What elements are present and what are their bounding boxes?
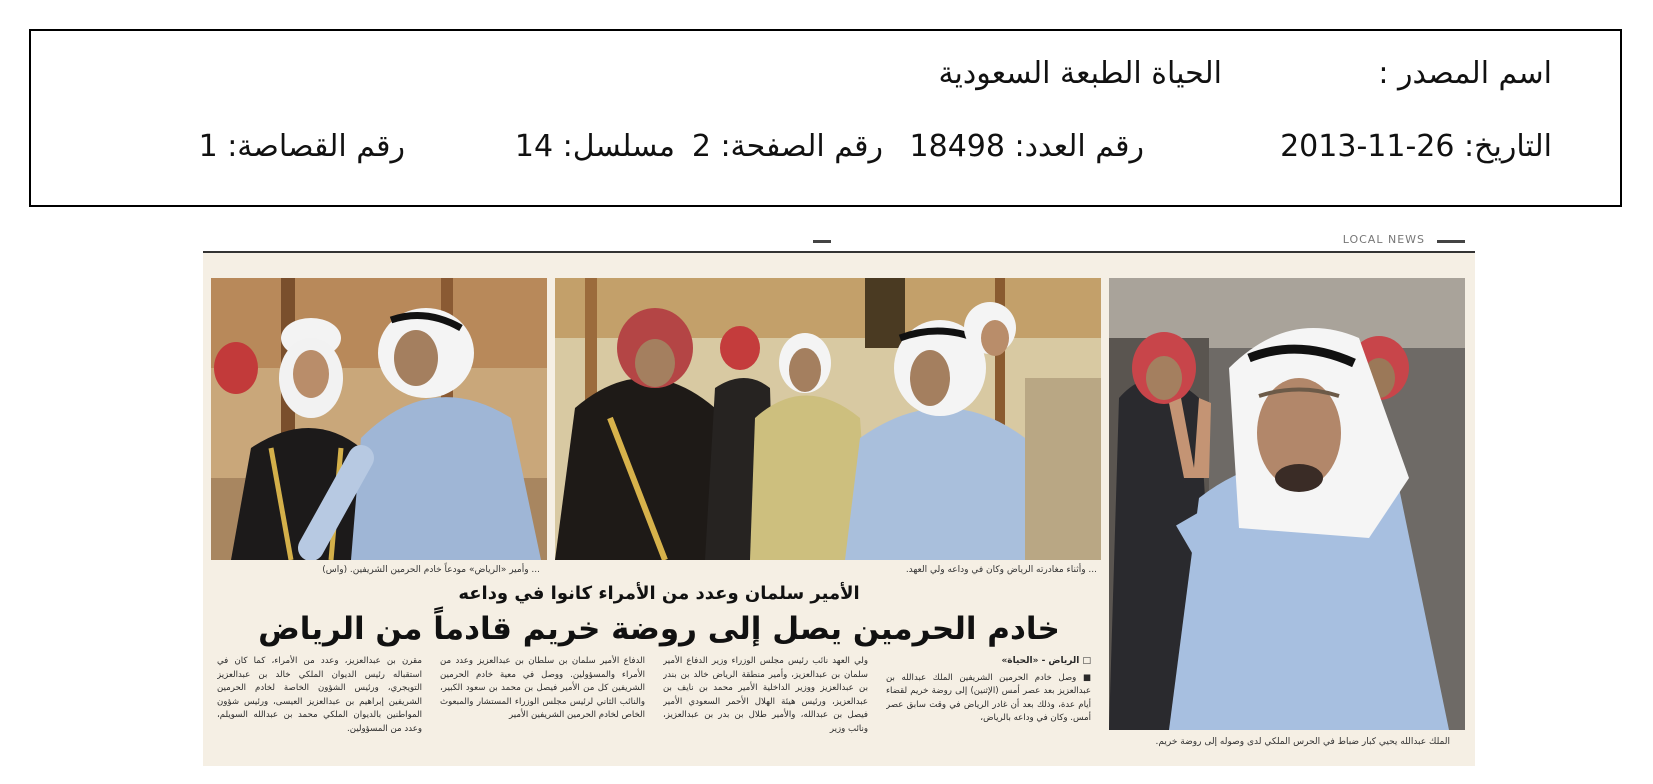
article-column	[440, 655, 645, 766]
newspaper-clipping	[203, 225, 1475, 766]
photo-king-with-dignitaries-icon	[555, 278, 1101, 560]
article-text: ■ وصل خادم الحرمين الشريفين الملك عبدالله بن عبدالعزيز بعد عصر أمس (الإثنين) إلى روضة خريم لقضاء أيام عدة، وذلك بعد أن غادر الرياض في وقت سابق عصر أمس. وكان في وداعه بالرياض،	[886, 672, 1091, 723]
article-text: ولي العهد نائب رئيس مجلس الوزراء وزير الدفاع الأمير سلمان بن عبدالعزيز، وأمير منطقة الرياض خالد بن بندر بن عبدالعزيز ووزير الداخلية الأمير محمد بن نايف بن عبدالعزيز، ورئيس هيئة الهلال الأحمر السعودي الأمير فيصل بن عبدالله، والأمير طلال بن بدر بن عبدالعزيز، ونائب وزير	[663, 656, 868, 734]
masthead-divider	[203, 251, 1475, 253]
issue-number-field: رقم العدد: 18498	[909, 129, 1144, 164]
article-byline: □ الرياض - «الحياة»	[1001, 656, 1091, 666]
source-info-box	[29, 29, 1622, 207]
source-label: اسم المصدر :	[1378, 56, 1552, 91]
article-text: الدفاع الأمير سلمان بن سلطان بن عبدالعزيز وعدد من الأمراء والمسؤولين. ووصل في معية خادم الحرمين الشريفين كل من الأمير فيصل بن محمد بن سعود الكبير، والنائب الثاني لرئيس مجلس الوزراء المستشار والمبعوث الخاص لخادم الحرمين الشريفين الأمير	[440, 656, 645, 720]
masthead-label: LOCAL NEWS	[1342, 233, 1425, 246]
clip-number-field: رقم القصاصة: 1	[198, 129, 405, 164]
article-headline: خادم الحرمين يصل إلى روضة خريم قادماً من الرياض	[258, 611, 1060, 647]
photo-caption: ... وأمير «الرياض» مودعاً خادم الحرمين الشريفين. (واس)	[322, 565, 540, 575]
serial-field: مسلسل: 14	[514, 129, 675, 164]
masthead-rule-icon	[813, 240, 831, 243]
photo-king-greeting-prince-icon	[211, 278, 547, 560]
article-column	[663, 655, 868, 766]
source-value: الحياة الطبعة السعودية	[938, 56, 1222, 91]
article-column	[886, 655, 1091, 766]
masthead-strip	[203, 225, 1475, 253]
article-subheadline: الأمير سلمان وعدد من الأمراء كانوا في وداعه	[458, 583, 860, 604]
date-field: التاريخ: 26-11-2013	[1280, 129, 1552, 164]
page-number-field: رقم الصفحة: 2	[691, 129, 883, 164]
photo-king-waving-icon	[1109, 278, 1465, 730]
article-column	[217, 655, 422, 766]
masthead-rule-icon	[1437, 240, 1465, 243]
photo-caption: الملك عبدالله يحيي كبار ضباط في الحرس الملكي لدى وصوله إلى روضة خريم.	[1155, 737, 1450, 747]
photo-caption: ... وأثناء مغادرته الرياض وكان في وداعه ولي العهد.	[905, 565, 1097, 575]
article-text: مقرن بن عبدالعزيز، وعدد من الأمراء، كما كان في استقباله رئيس الديوان الملكي خالد بن عبدالعزيز التويجري، ورئيس الشؤون الخاصة لخادم الحرمين الشريفين إبراهيم بن عبدالعزيز العيسى، ورئيس شؤون المواطنين بالديوان الملكي محمد بن عبدالله السويلم، وعدد من المسؤولين.	[217, 656, 422, 734]
